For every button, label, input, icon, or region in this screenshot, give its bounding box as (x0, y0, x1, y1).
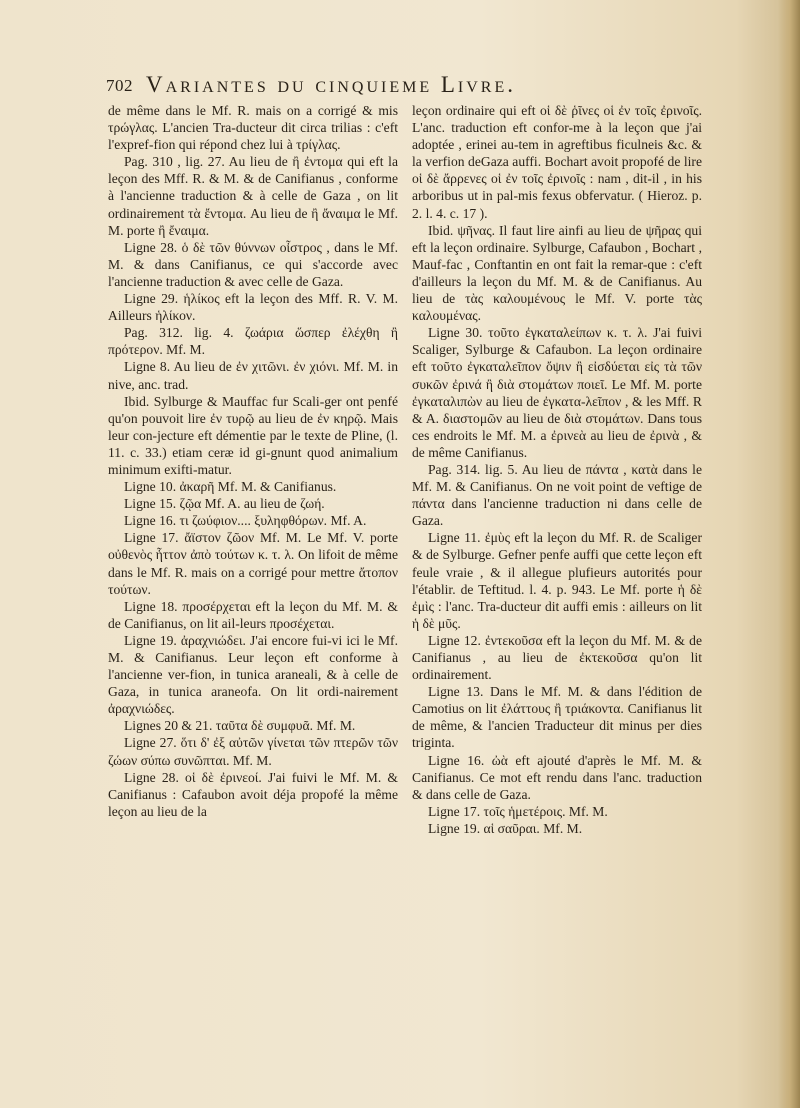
paragraph: Ligne 18. προσέρχεται eft la leçon du Mf. M. & de Canifianus, on lit ail-leurs προσέχεται. (108, 598, 398, 631)
paragraph: Ligne 17. ἄϊστον ζῶον Mf. M. Le Mf. V. porte οὐθενὸς ἧττον ἀπὸ τούτων κ. τ. λ. On lifoit de même dans le Mf. R. mais on a corrigé pour mettre ἄτοπον τούτων. (108, 530, 398, 597)
paragraph: Ligne 17. τοῖς ἡμετέροις. Mf. M. (428, 803, 608, 819)
paragraph: Ligne 19. ἀραχνιώδει. J'ai encore fui-vi ici le Mf. M. & Canifianus. Leur leçon eft conforme à l'ancienne ver-fion, in tunica araneali, & à celle de Gaza, in tunica araneofa. On lit ordi-nairement ἀραχνιώδες. (108, 632, 398, 717)
paragraph: Ibid. Sylburge & Mauffac fur Scali-ger ont penfé qu'on pouvoit lire ἐν τυρῷ au lieu de ἐν κηρῷ. Mais leur con-jecture eft démentie par le texte de Pline, (l. 11. c. 33.) etiam ceræ id gi-gnunt quod animalium minimum exifti-matur. (108, 393, 398, 477)
left-column (108, 102, 398, 1092)
paragraph: Pag. 314. lig. 5. Au lieu de πάντα , κατὰ dans le Mf. M. & Canifianus. On ne voit point de veftige de πάντα dans l'ancienne traduction ni dans celle de Gaza. (412, 461, 702, 529)
paragraph: Ligne 16. ὠὰ eft ajouté d'après le Mf. M. & Canifianus. Ce mot eft rendu dans l'anc. traduction & dans celle de Gaza. (412, 752, 702, 802)
paragraph: Ibid. ψῆνας. Il faut lire ainfi au lieu de ψῆρας qui eft la leçon ordinaire. Sylburge, Cafaubon , Bochart , Mauf-fac , Conftantin en ont fait la remar-que : c'eft d'ailleurs la leçon du Mf. M. & de Canifianus. Au lieu de τὰς καλουμένους le Mf. V. porte τὰς καλουμένας. (412, 222, 702, 324)
paragraph: Ligne 15. ζῷα Mf. A. au lieu de ζωή. (124, 496, 325, 512)
paragraph: de même dans le Mf. R. mais on a corrigé & mis τρώγλας. L'ancien Tra-ducteur dit circa trilias : c'eft l'expref-fion qui répond chez lui à τρίγλας. (108, 103, 398, 153)
paragraph: leçon ordinaire qui eft οἱ δὲ ῥῖνες οἱ ἐν τοῖς ἐρινοῖς. L'anc. traduction eft confor-me à la leçon que j'ai adoptée , erinei au-tem in agreftibus ficulneis &c. & la verfion deGaza auffi. Bochart avoit propofé de lire οἱ δὲ ἄρρενες οἱ ἐν τοῖς ἐρινοῖς : nam , dit-il , in his arboribus ut in pal-mis fexus obfervatur. ( Hieroz. p. 2. l. 4. c. 17 ). (412, 103, 702, 221)
paragraph: Ligne 29. ἡλίκος eft la leçon des Mff. R. V. M. Ailleurs ἡλίκον. (108, 291, 398, 324)
paragraph: Pag. 310 , lig. 27. Au lieu de ἢ ἐντομα qui eft la leçon des Mff. R. & M. & de Canifianus , conforme à l'ancienne traduction & à celle de Gaza , on lit ordinairement τὰ ἔντομα. Au lieu de ἢ ἄναιμα le Mf. M. porte ἢ ἔναιμα. (108, 154, 398, 238)
page-number: 702 (106, 76, 133, 95)
paragraph: Ligne 13. Dans le Mf. M. & dans l'édition de Camotius on lit ἐλάττους ἢ τριάκοντα. Canifianus lit de même, & l'ancien Traducteur dit minus per dies triginta. (412, 684, 702, 751)
paragraph: Ligne 28. οἱ δὲ ἐρινεοί. J'ai fuivi le Mf. M. & Canifianus : Cafaubon avoit déja propofé la même leçon au lieu de la (108, 769, 398, 819)
paragraph: Ligne 30. τοῦτο ἐγκαταλείπων κ. τ. λ. J'ai fuivi Scaliger, Sylburge & Cafaubon. La leçon ordinaire eft τοῦτο ἐγκαταλεῖπον ὄψιν ἢ εἰσδύεται εἰς τὰ τῶν συκῶν ἐρινά ἢ διὰ στομάτων ποιεῖ. Le Mf. M. porte ἐγκαταλιπὼν au lieu de ἐγκατα-λεῖπον , & les Mff. R & A. διαστομῶν au lieu de διὰ στομάτων. Dans tous ces endroits le Mf. M. a ἐρινεὰ au lieu de ἐρινὰ , & de même Canifianus. (412, 325, 702, 460)
paragraph: Ligne 8. Au lieu de ἐν χιτῶνι. ἐν χιόνι. Mf. M. in nive, anc. trad. (108, 359, 398, 392)
paragraph: Ligne 12. ἐντεκοῦσα eft la leçon du Mf. M. & de Canifianus , au lieu de ἐκτεκοῦσα qu'on lit ordinairement. (412, 632, 702, 683)
paragraph: Ligne 10. ἀκαρῆ Mf. M. & Canifianus. (124, 479, 337, 495)
paragraph: Ligne 28. ὁ δὲ τῶν θύννων οἶστρος , dans le Mf. M. & dans Canifianus, ce qui s'accorde avec l'ancienne traduction & avec celle de Gaza. (108, 239, 398, 289)
paragraph: Pag. 312. lig. 4. ζωάρια ὥσπερ ἐλέχθη ἢ πρότερον. Mf. M. (108, 325, 398, 358)
paragraph: Ligne 19. αἱ σαῦραι. Mf. M. (428, 820, 583, 836)
paragraph: Lignes 20 & 21. ταῦτα δὲ συμφυᾶ. Mf. M. (124, 718, 356, 734)
paragraph: Ligne 27. ὅτι δ' ἐξ αὐτῶν γίνεται τῶν πτερῶν τῶν ζώων σύπω συνῶπται. Mf. M. (108, 735, 398, 768)
paragraph: Ligne 16. τι ζωύφιον.... ξυληφθόρων. Mf. A. (124, 513, 367, 529)
right-column (412, 102, 702, 1092)
paragraph: Ligne 11. ἐμὺς eft la leçon du Mf. R. de Scaliger & de Sylburge. Gefner penfe auffi que cette leçon eft feule vraie , & il allegue plufieurs autorités pour l'établir. de Teftitud. l. 4. p. 943. Le Mf. porte ἡ δὲ ἐμὶς : l'anc. Tra-ducteur dit auffi emis : ailleurs on lit ἡ δὲ μῦς. (412, 530, 702, 631)
running-title: Variantes du cinquieme Livre. (146, 72, 516, 97)
page-edge (778, 0, 800, 1108)
